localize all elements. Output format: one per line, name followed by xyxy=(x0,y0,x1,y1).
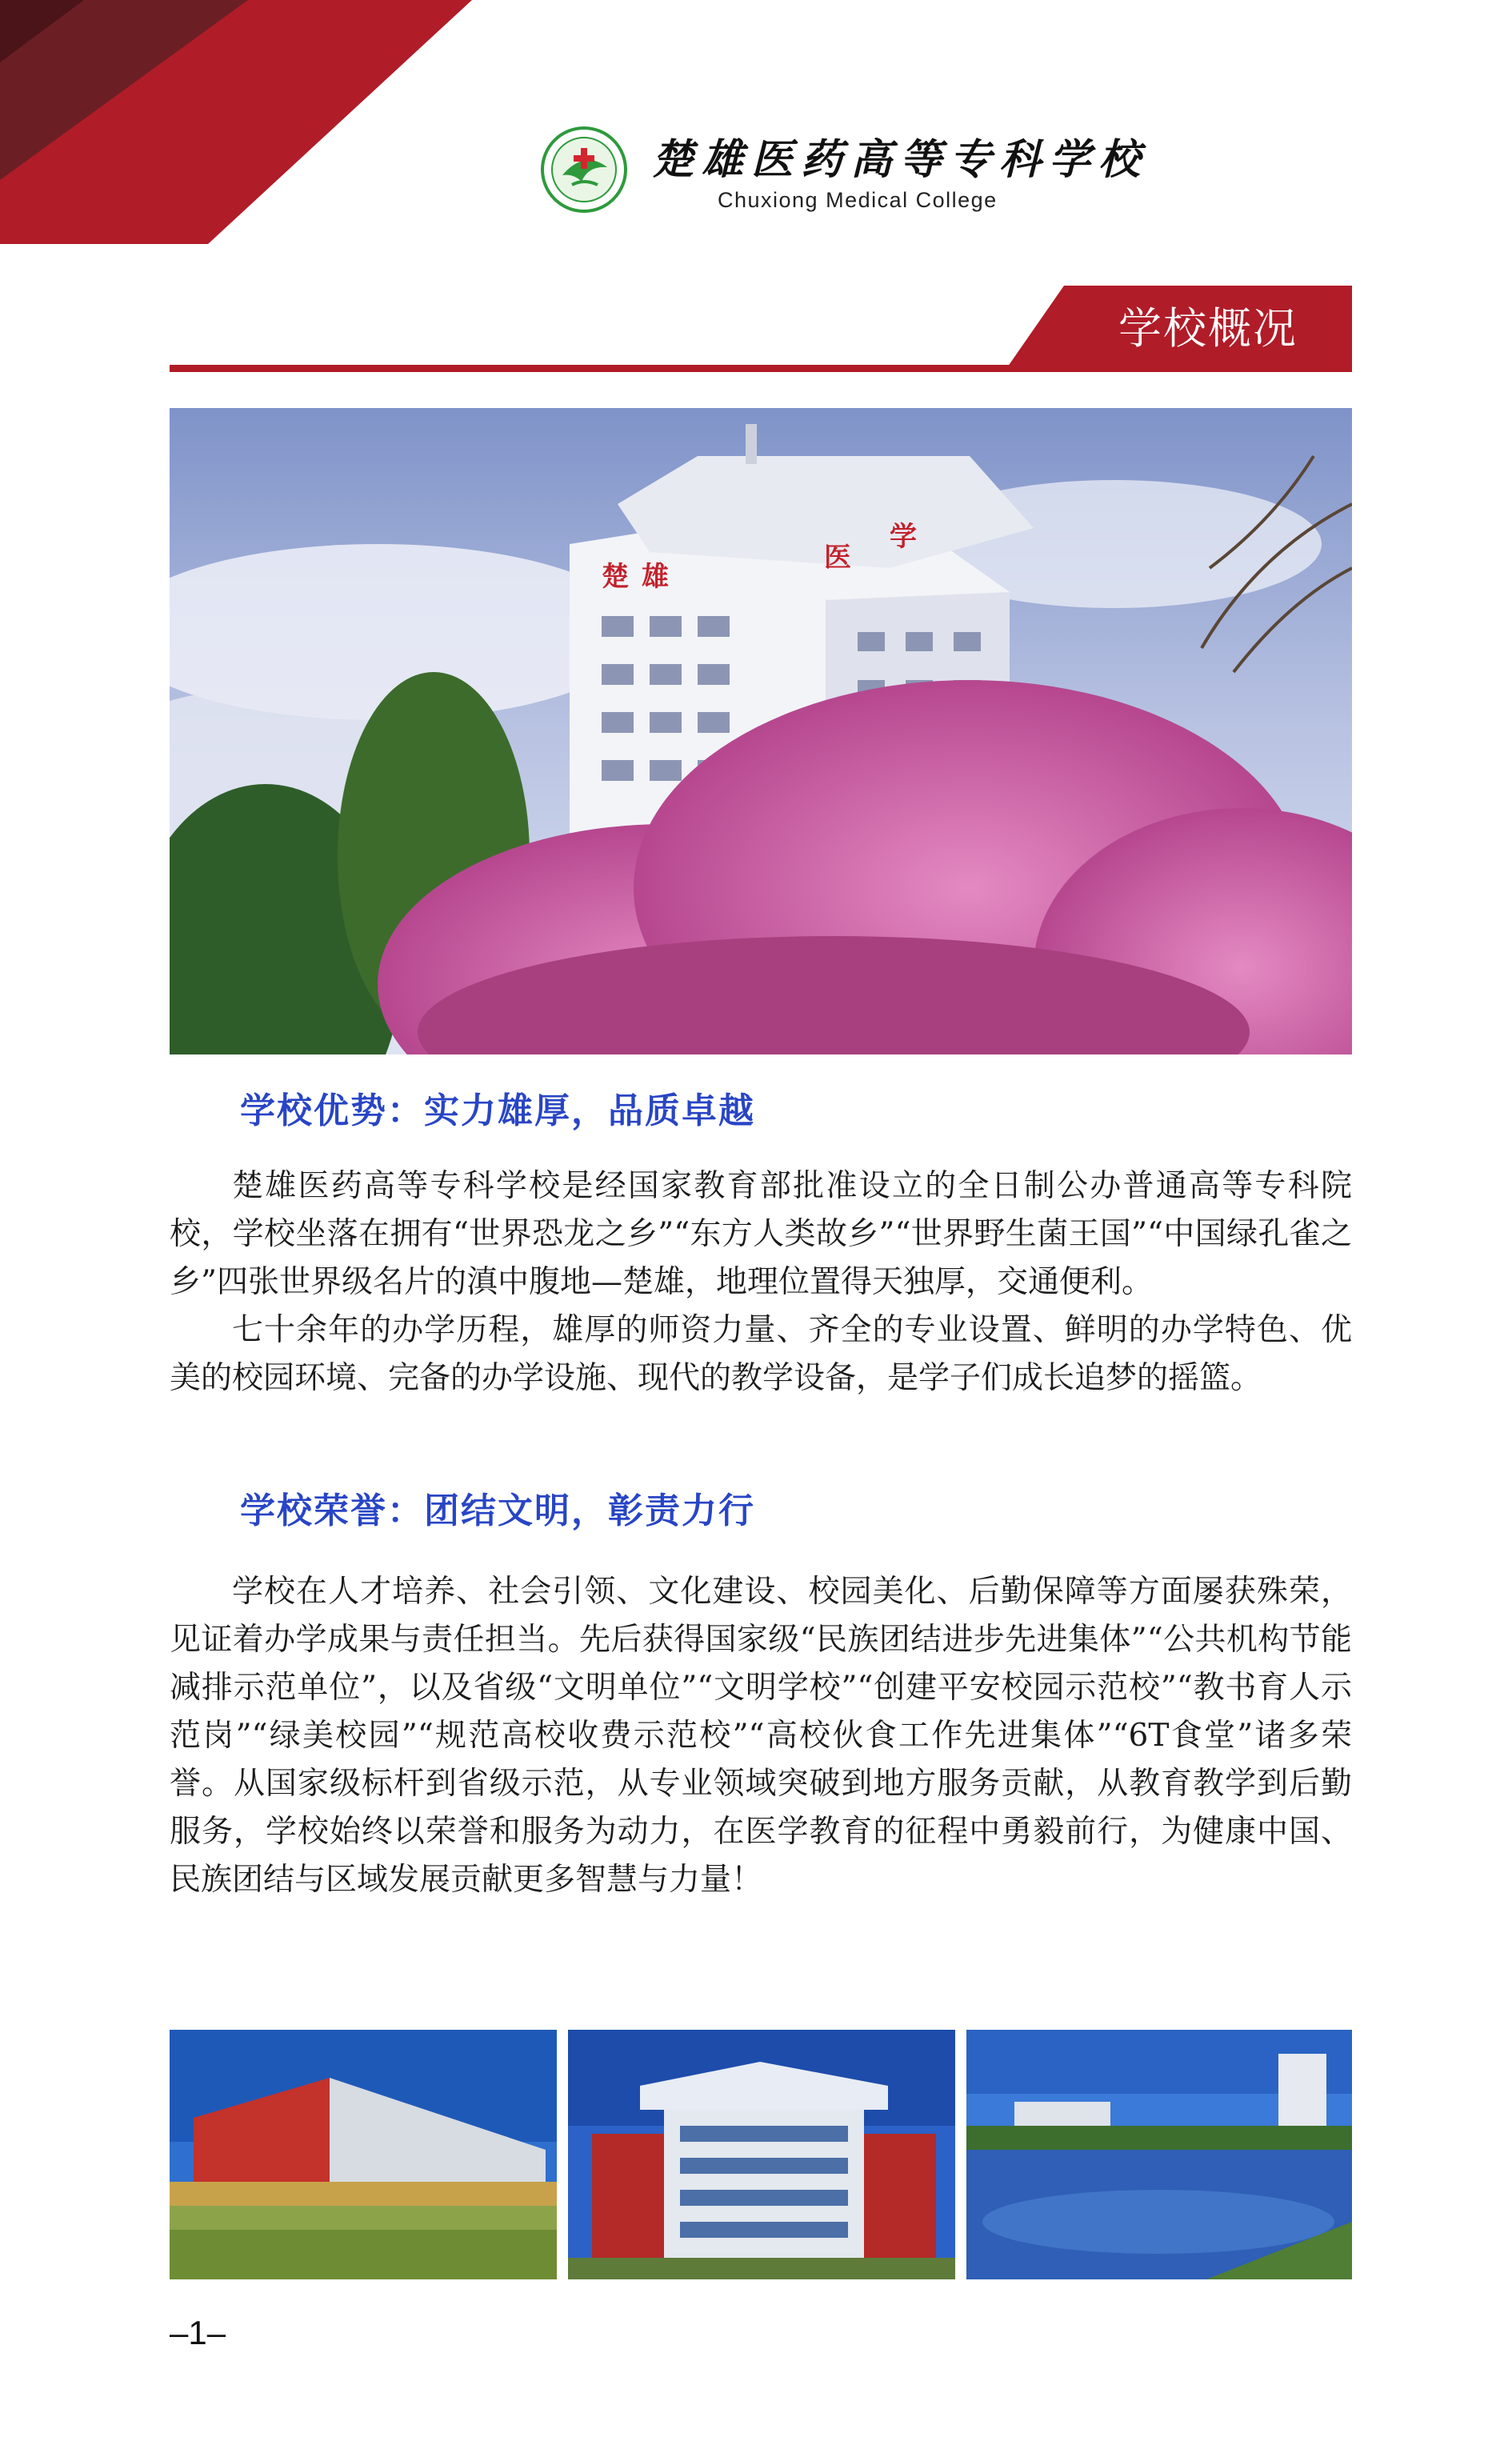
building-sign-char: 楚 xyxy=(602,561,629,593)
building-sign-char: 学 xyxy=(890,521,917,553)
photo-teaching-building xyxy=(568,2030,955,2279)
section-body-advantages xyxy=(170,1162,1352,1403)
school-name-en: Chuxiong Medical College xyxy=(718,188,998,212)
building-sign-char: 雄 xyxy=(642,561,669,593)
paragraph: 学校在人才培养、社会引领、文化建设、校园美化、后勤保障等方面屡获殊荣，见证着办学成果与责任担当。先后获得国家级“民族团结进步先进集体”“公共机构节能减排示范单位”，以及省级“文明单位”“文明学校”“创建平安校园示范校”“教书育人示范岗”“绿美校园”“规范高校收费示范校”“高校伙食工作先进集体”“6T食堂”诸多荣誉。从国家级标杆到省级示范，从专业领域突破到地方服务贡献，从教育教学到后勤服务，学校始终以荣誉和服务为动力，在医学教育的征程中勇毅前行，为健康中国、民族团结与区域发展贡献更多智慧与力量！ xyxy=(170,1574,1352,1898)
section-body-honors xyxy=(170,1568,1352,1904)
photo-red-library-building xyxy=(170,2030,557,2279)
hero-photo-campus-building xyxy=(170,408,1352,1054)
paragraph: 七十余年的办学历程，雄厚的师资力量、齐全的专业设置、鲜明的办学特色、优美的校园环境、完备的办学设施、现代的教学设备，是学子们成长追梦的摇篮。 xyxy=(170,1312,1352,1396)
section-tab-title: 学校概况 xyxy=(1118,303,1298,354)
school-name-cn: 楚雄医药高等专科学校 xyxy=(652,135,1149,184)
photo-campus-lake xyxy=(966,2030,1352,2279)
page-number: –1– xyxy=(170,2314,226,2351)
corner-decoration xyxy=(0,0,480,248)
header-rule xyxy=(170,365,1352,372)
section-heading-honors: 学校荣誉：团结文明，彰责力行 xyxy=(240,1491,755,1531)
section-heading-advantages: 学校优势：实力雄厚，品质卓越 xyxy=(240,1090,755,1131)
school-emblem-icon xyxy=(540,126,628,214)
building-sign-char: 医 xyxy=(824,542,851,574)
header-logo xyxy=(540,116,1149,228)
paragraph: 楚雄医药高等专科学校是经国家教育部批准设立的全日制公办普通高等专科院校，学校坐落在拥有“世界恐龙之乡”“东方人类故乡”“世界野生菌王国”“中国绿孔雀之乡”四张世界级名片的滇中腹地—楚雄，地理位置得天独厚，交通便利。 xyxy=(170,1168,1352,1300)
